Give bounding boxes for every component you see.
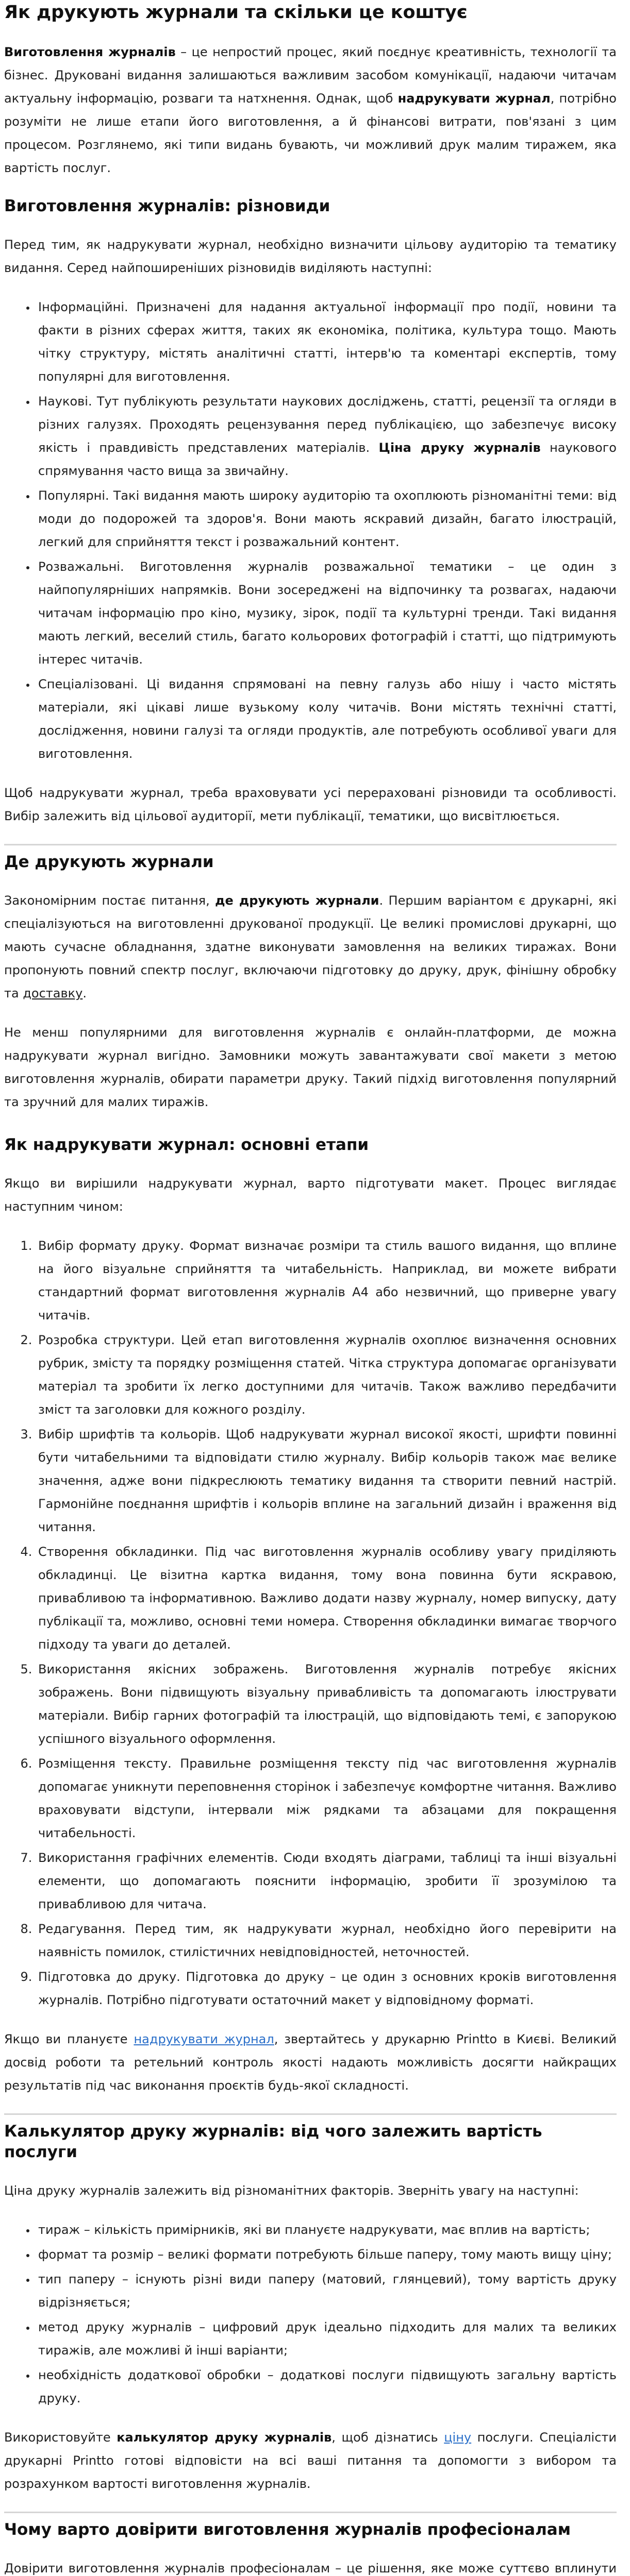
list-item: 9. Підготовка до друку. Підготовка до друку – це один з основних кроків виготовлення журналів. Потрібно підготувати остаточний макет у відповідному форматі.: [36, 1965, 617, 2012]
list-item: • необхідність додаткової обробки – додаткові послуги підвищують загальну вартість друку.: [36, 2364, 617, 2410]
section-heading-where: Де друкують журнали: [4, 853, 214, 871]
list-item: 7. Використання графічних елементів. Сюди входять діаграми, таблиці та інші візуальні елементи, що допомагають пояснити інформацію, зробити її зрозумілою та привабливою для читача.: [36, 1846, 617, 1916]
page-title: Як друкують журнали та скільки це коштує: [4, 2, 468, 23]
list-item: 3. Вибір шрифтів та кольорів. Щоб надрукувати журнал високої якості, шрифти повинні бути читабельними та відповідати стилю журналу. Вибір кольорів також має велике значення, адже вони підкреслюють тематику видання та створити певний настрій. Гармонійне поєднання шрифтів і кольорів вплине на загальний дизайн і враження від читання.: [36, 1423, 617, 1539]
types-lead: Перед тим, як надрукувати журнал, необхідно визначити цільову аудиторію та тематику видання. Серед найпоширеніших різновидів виділяють наступні:: [4, 238, 617, 275]
how-outro: Якщо ви плануєте надрукувати журнал, звертайтесь у друкарню Printto в Києві. Великий досвід роботи та ретельний контроль якості надають можливість досягти найкращих результатів під час виконання проєктів будь-якої складності.: [4, 2032, 617, 2093]
where-paragraph-1: Закономірним постає питання, де друкують журнали. Першим варіантом є друкарні, які спеціалізуються на виготовленні друкованої продукції. Це великі промислові друкарні, що мають сучасне обладнання, здатне виконувати замовлення на великих тиражах. Вони пропонують повний спектр послуг, включаючи підготовку до друку, друк, фінішну обробку та доставку.: [4, 893, 617, 1001]
section-heading-why: Чому варто довірити виготовлення журналів професіоналам: [4, 2520, 571, 2539]
list-item: 2. Розробка структури. Цей етап виготовлення журналів охоплює визначення основних рубрик, змісту та порядку розміщення статей. Чітка структура допомагає організувати матеріал та зробити їх легко доступними для читачів. Також важливо передбачити зміст та заголовки для кожного розділу.: [36, 1329, 617, 1421]
calc-outro: Використовуйте калькулятор друку журналів, щоб дізнатись ціну послуги. Спеціалісти друкарні Printto готові відповісти на всі ваші питання та допомогти з вибором та розрахунком вартості виготовлення журналів.: [4, 2430, 617, 2491]
list-item: • Інформаційні. Призначені для надання актуальної інформації про події, новини та факти в різних сферах життя, таких як економіка, політика, культура тощо. Мають чітку структуру, містять аналітичні статті, інтерв'ю та коментарі експертів, тому популярні для виготовлення.: [36, 296, 617, 388]
why-paragraph: Довірити виготовлення журналів професіоналам – це рішення, яке може суттєво вплинути: [4, 2561, 617, 2575]
intro-bold-print: надрукувати журнал: [397, 91, 551, 106]
list-item: 5. Використання якісних зображень. Виготовлення журналів потребує якісних зображень. Вони підвищують візуальну привабливість та допомагають ілюструвати матеріали. Вибір гарних фотографій та ілюстрацій, що відповідають темі, є запорукою успішного візуального оформлення.: [36, 1658, 617, 1751]
list-item: 1. Вибір формату друку. Формат визначає розміри та стиль вашого видання, що вплине на його візуальне сприйняття та читабельність. Наприклад, ви можете вибрати стандартний формат виготовлення журналів А4 або незвичний, що приверне увагу читачів.: [36, 1234, 617, 1327]
list-item: • метод друку журналів – цифровий друк ідеально підходить для малих та великих тиражів, але можливі й інші варіанти;: [36, 2316, 617, 2362]
intro-paragraph: Виготовлення журналів – це непростий процес, який поєднує креативність, технології та бізнес. Друковані видання залишаються важливим засобом комунікації, надаючи читачам актуальну інформацію, розваги та натхнення. Однак, щоб надрукувати журнал, потрібно розуміти не лише етапи його виготовлення, а й фінансові витрати, пов'язані з цим процесом. Розглянемо, які типи видань бувають, чи можливий друк малим тиражем, яка вартість послуг.: [4, 45, 617, 175]
list-item: • формат та розмір – великі формати потребують більше паперу, тому мають вищу ціну;: [36, 2243, 617, 2266]
delivery-link[interactable]: доставку: [23, 986, 83, 1001]
list-item: • Спеціалізовані. Ці видання спрямовані на певну галузь або нішу і часто містять матеріали, які цікаві лише вузькому колу читачів. Вони містять технічні статті, дослідження, новини галузі та огляди продуктів, але потребують особливої уваги для виготовлення.: [36, 673, 617, 766]
factors-list: [4, 2218, 617, 2410]
steps-list: [4, 1234, 617, 2012]
list-item: 4. Створення обкладинки. Під час виготовлення журналів особливу увагу приділяють обкладинці. Це візитна картка видання, тому вона повинна бути яскравою, привабливою та інформативною. Важливо додати назву журналу, номер випуску, дату публікації та, можливо, основні теми номера. Створення обкладинки вимагає творчого підходу та уваги до деталей.: [36, 1540, 617, 1656]
where-paragraph-2: Не менш популярними для виготовлення журналів є онлайн-платформи, де можна надрукувати журнал вигідно. Замовники можуть завантажувати свої макети з метою виготовлення журналів, обирати параметри друку. Такий підхід виготовлення популярний та зручний для малих тиражів.: [4, 1025, 617, 1109]
list-item: • тип паперу – існують різні види паперу (матовий, глянцевий), тому вартість друку відрізняється;: [36, 2268, 617, 2314]
types-list: [4, 296, 617, 766]
section-divider: [4, 844, 617, 845]
list-item: • тираж – кількість примірників, які ви плануєте надрукувати, має вплив на вартість;: [36, 2218, 617, 2242]
list-item: 6. Розміщення тексту. Правильне розміщення тексту під час виготовлення журналів допомагає уникнути переповнення сторінок і забезпечує комфортне читання. Важливо враховувати відступи, інтервали між рядками та абзацами для покращення читабельності.: [36, 1752, 617, 1845]
intro-bold-term: Виготовлення журналів: [4, 45, 176, 59]
price-link[interactable]: ціну: [444, 2430, 472, 2445]
list-item: • Наукові. Тут публікують результати наукових досліджень, статті, рецензії та огляди в різних галузях. Проходять рецензування перед публікацією, що забезпечує високу якість і правдивість представлених матеріалів. Ціна друку журналів наукового спрямування часто вища за звичайну.: [36, 390, 617, 483]
section-heading-types: Виготовлення журналів: різновиди: [4, 197, 330, 215]
types-outro: Щоб надрукувати журнал, треба враховувати усі перераховані різновиди та особливості. Вибір залежить від цільової аудиторії, мети публікації, тематики, що висвітлюється.: [4, 786, 617, 823]
list-item: • Розважальні. Виготовлення журналів розважальної тематики – це один з найпопулярніших напрямків. Вони зосереджені на відпочинку та розвагах, надаючи читачам інформацію про кіно, музику, зірок, події та культурні тренди. Такі видання мають легкий, веселий стиль, багато кольорових фотографій і статті, що підтримують інтерес читачів.: [36, 555, 617, 671]
print-magazine-link[interactable]: надрукувати журнал: [134, 2032, 274, 2046]
how-lead: Якщо ви вирішили надрукувати журнал, варто підготувати макет. Процес виглядає наступним чином:: [4, 1176, 617, 1214]
section-heading-calculator: Калькулятор друку журналів: від чого залежить вартість послуги: [4, 2122, 542, 2161]
section-divider: [4, 2113, 617, 2115]
list-item: 8. Редагування. Перед тим, як надрукувати журнал, необхідно його перевірити на наявність помилок, стилістичних невідповідностей, неточностей.: [36, 1918, 617, 1964]
calc-lead: Ціна друку журналів залежить від різноманітних факторів. Зверніть увагу на наступні:: [4, 2183, 579, 2198]
section-heading-how: Як надрукувати журнал: основні етапи: [4, 1136, 369, 1154]
list-item: • Популярні. Такі видання мають широку аудиторію та охоплюють різноманітні теми: від моди до подорожей та здоров'я. Вони мають яскравий дизайн, багато ілюстрацій, легкий для сприйняття текст і розважальний контент.: [36, 484, 617, 554]
section-divider: [4, 2512, 617, 2513]
